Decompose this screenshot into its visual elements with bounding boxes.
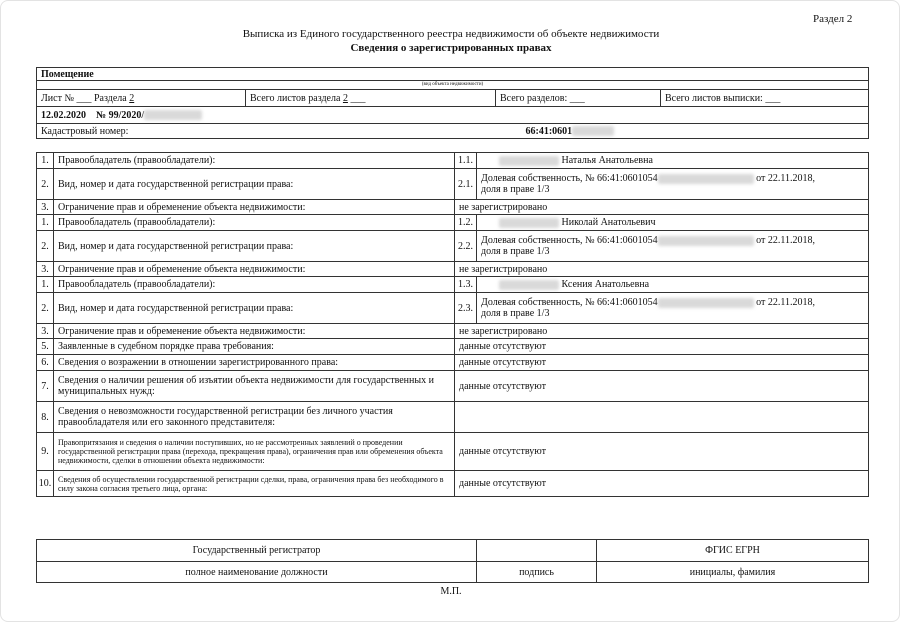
- right-share: доля в праве 1/3: [481, 246, 550, 257]
- row-number: 2.: [37, 231, 54, 262]
- right-label: Вид, номер и дата государственной регистрации права:: [54, 293, 455, 324]
- name-caption: инициалы, фамилия: [597, 562, 869, 583]
- object-type-caption: (вид объекта недвижимости): [37, 81, 869, 90]
- redacted-reg-number: [658, 236, 754, 246]
- owner-row: [37, 153, 869, 169]
- owner-index: 1.3.: [455, 277, 477, 293]
- row-number: 2.: [37, 293, 54, 324]
- right-row: [37, 169, 869, 200]
- info-row: [37, 402, 869, 433]
- restriction-row: [37, 324, 869, 339]
- sheets-in-section-value: 2: [342, 92, 348, 104]
- right-date: от 22.11.2018,: [756, 235, 815, 246]
- document-subtitle: Сведения о зарегистрированных правах: [350, 42, 552, 54]
- redacted-reg-number: [658, 174, 754, 184]
- redacted-cadastral: [572, 126, 614, 136]
- info-row: [37, 355, 869, 371]
- row-number: 9.: [37, 433, 54, 471]
- restriction-value: не зарегистрировано: [455, 262, 869, 277]
- registrar-position: Государственный регистратор: [37, 540, 477, 562]
- info-value: данные отсутствуют: [455, 339, 869, 355]
- sheets-in-section: Всего листов раздела 2 ___: [246, 90, 496, 107]
- info-value: данные отсутствуют: [455, 355, 869, 371]
- redacted-reg-number: [658, 298, 754, 308]
- info-label: Сведения об осуществлении государственной регистрации сделки, права, ограничения права без необходимого в силу закона согласия третьего лица, органа:: [54, 471, 455, 497]
- redacted-surname: [499, 156, 559, 166]
- right-row: [37, 293, 869, 324]
- info-label: Сведения о невозможности государственной регистрации без личного участия правообладателя или его законного представителя:: [54, 402, 455, 433]
- owner-name-text: Николай Анатольевич: [561, 217, 656, 228]
- cadastral-number: 66:41:0601: [496, 124, 869, 139]
- header-table: [36, 67, 869, 139]
- info-label: Заявленные в судебном порядке права требования:: [54, 339, 455, 355]
- info-row: [37, 471, 869, 497]
- date-number-row: 12.02.2020 № 99/2020/: [37, 107, 869, 124]
- info-value: данные отсутствуют: [455, 433, 869, 471]
- right-index: 2.2.: [455, 231, 477, 262]
- restriction-row: [37, 262, 869, 277]
- restriction-label: Ограничение прав и обременение объекта недвижимости:: [54, 200, 455, 215]
- restriction-label: Ограничение прав и обременение объекта недвижимости:: [54, 262, 455, 277]
- right-date: от 22.11.2018,: [756, 297, 815, 308]
- sections-total: Всего разделов: ___: [496, 90, 661, 107]
- owner-row: [37, 277, 869, 293]
- right-text: Долевая собственность, № 66:41:0601054: [481, 297, 658, 308]
- owner-name: [477, 277, 869, 293]
- owner-label: Правообладатель (правообладатели):: [54, 215, 455, 231]
- info-value: данные отсутствуют: [455, 471, 869, 497]
- registrar-name: ФГИС ЕГРН: [597, 540, 869, 562]
- right-value: [477, 293, 869, 324]
- right-row: [37, 231, 869, 262]
- right-value: [477, 169, 869, 200]
- stamp-place: М.П.: [440, 586, 462, 597]
- row-number: 1.: [37, 153, 54, 169]
- redacted-surname: [499, 218, 559, 228]
- extract-number: 99/2020/: [108, 109, 145, 121]
- right-index: 2.3.: [455, 293, 477, 324]
- owner-name: [477, 215, 869, 231]
- row-number: 10.: [37, 471, 54, 497]
- signature-caption: подпись: [477, 562, 597, 583]
- owner-name-text: Ксения Анатольевна: [561, 279, 650, 290]
- owner-index: 1.1.: [455, 153, 477, 169]
- info-row: [37, 371, 869, 402]
- info-value: [455, 402, 869, 433]
- owner-index: 1.2.: [455, 215, 477, 231]
- sheet-number: Лист № ___ Раздела 2: [37, 90, 246, 107]
- restriction-row: [37, 200, 869, 215]
- owner-label: Правообладатель (правообладатели):: [54, 153, 455, 169]
- right-index: 2.1.: [455, 169, 477, 200]
- right-label: Вид, номер и дата государственной регистрации права:: [54, 231, 455, 262]
- section-label: Раздел 2: [813, 13, 853, 25]
- extract-sheets: Всего листов выписки: ___: [661, 90, 869, 107]
- owner-name-text: Наталья Анатольевна: [561, 155, 653, 166]
- right-text: Долевая собственность, № 66:41:0601054: [481, 173, 658, 184]
- right-value: [477, 231, 869, 262]
- row-number: 2.: [37, 169, 54, 200]
- sheet-number-value: 2: [129, 92, 135, 104]
- rights-table: [36, 152, 869, 497]
- row-number: 8.: [37, 402, 54, 433]
- info-label: Сведения о возражении в отношении зарегистрированного права:: [54, 355, 455, 371]
- row-number: 5.: [37, 339, 54, 355]
- info-row: [37, 339, 869, 355]
- position-caption: полное наименование должности: [37, 562, 477, 583]
- cadastral-label: Кадастровый номер:: [37, 124, 496, 139]
- row-number: 6.: [37, 355, 54, 371]
- restriction-value: не зарегистрировано: [455, 324, 869, 339]
- signature-field: [477, 540, 597, 562]
- restriction-label: Ограничение прав и обременение объекта недвижимости:: [54, 324, 455, 339]
- right-label: Вид, номер и дата государственной регистрации права:: [54, 169, 455, 200]
- info-label: Правопритязания и сведения о наличии поступивших, но не рассмотренных заявлений о проведении государственной регистрации права (перехода, прекращения права), ограничения прав или обременения объекта недвижимости, сделки в отношении объекта недвижимости:: [54, 433, 455, 471]
- right-share: доля в праве 1/3: [481, 184, 550, 195]
- restriction-value: не зарегистрировано: [455, 200, 869, 215]
- redacted-surname: [499, 280, 559, 290]
- extract-date: 12.02.2020: [41, 109, 86, 121]
- right-share: доля в праве 1/3: [481, 308, 550, 319]
- row-number: 1.: [37, 215, 54, 231]
- document-title: Выписка из Единого государственного реестра недвижимости об объекте недвижимости: [242, 28, 660, 40]
- redacted-number: [144, 110, 202, 120]
- owner-name: [477, 153, 869, 169]
- row-number: 3.: [37, 200, 54, 215]
- right-text: Долевая собственность, № 66:41:0601054: [481, 235, 658, 246]
- signature-table: [36, 539, 869, 583]
- row-number: 3.: [37, 324, 54, 339]
- owner-row: [37, 215, 869, 231]
- info-row: [37, 433, 869, 471]
- right-date: от 22.11.2018,: [756, 173, 815, 184]
- info-value: данные отсутствуют: [455, 371, 869, 402]
- owner-label: Правообладатель (правообладатели):: [54, 277, 455, 293]
- info-label: Сведения о наличии решения об изъятии объекта недвижимости для государственных и муниципальных нужд:: [54, 371, 455, 402]
- row-number: 7.: [37, 371, 54, 402]
- object-type: Помещение: [37, 68, 869, 81]
- row-number: 3.: [37, 262, 54, 277]
- row-number: 1.: [37, 277, 54, 293]
